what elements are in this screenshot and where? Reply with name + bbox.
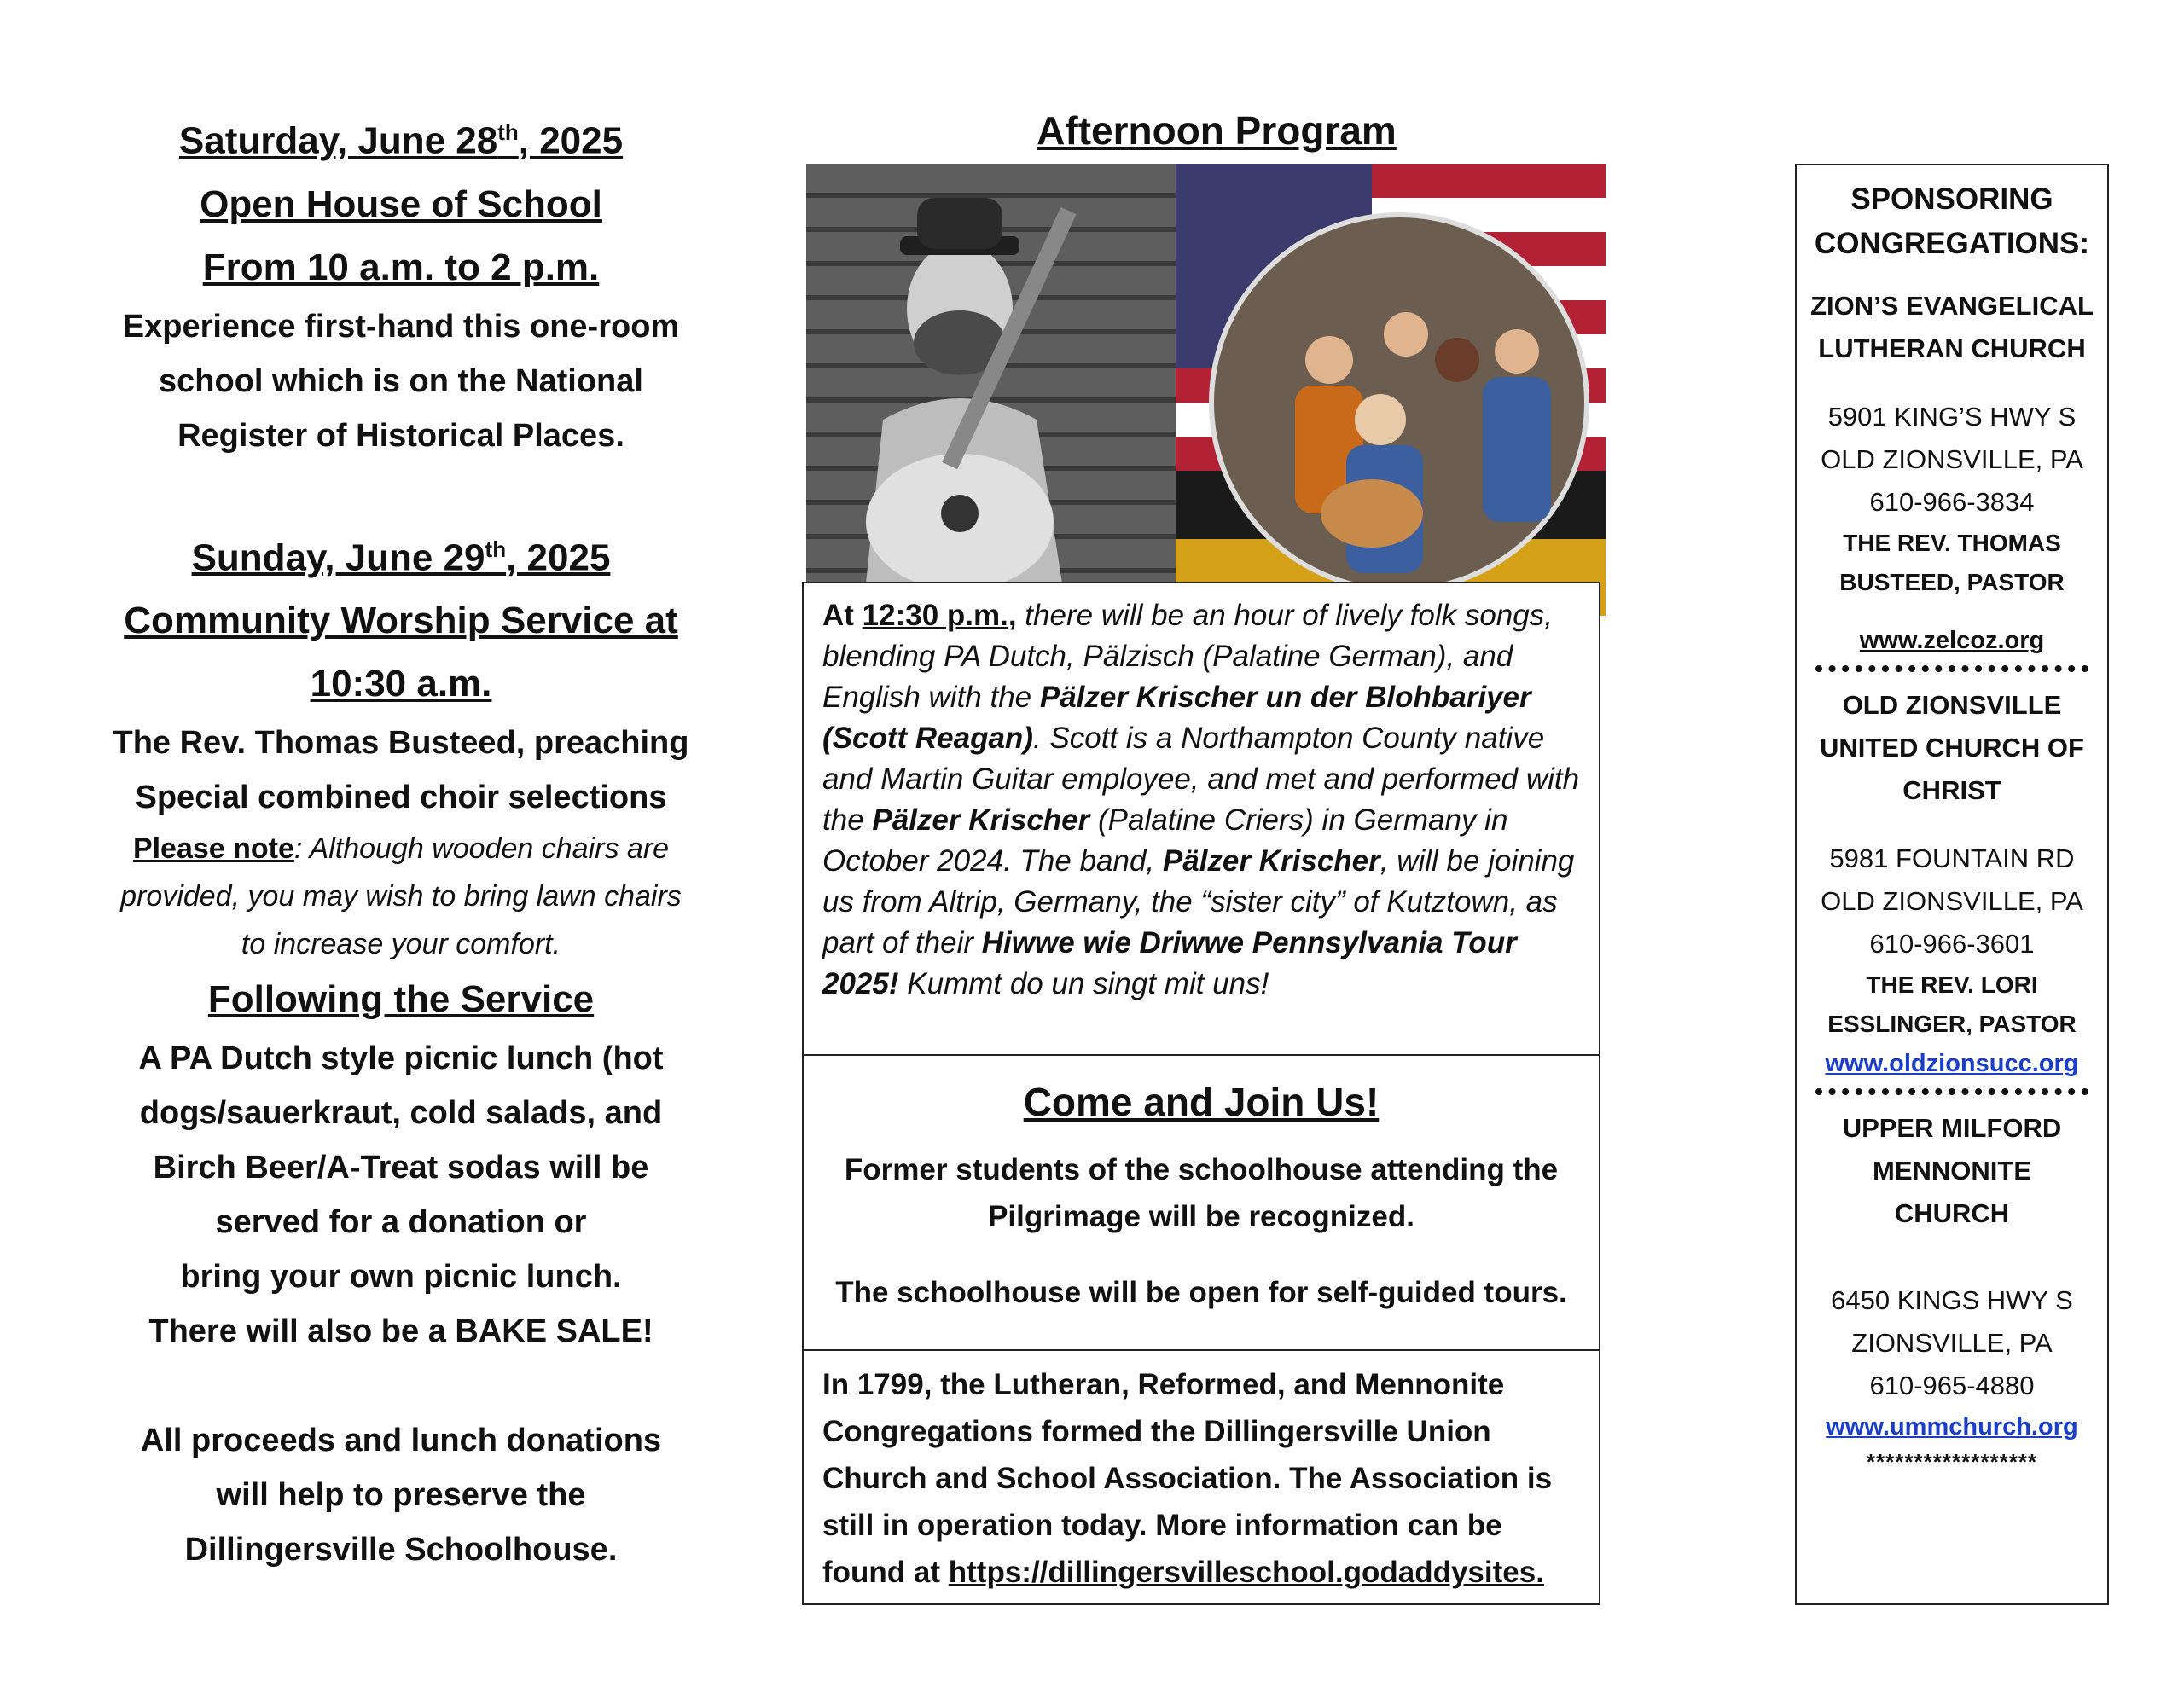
church-zion [1805,285,2099,660]
church-website-link[interactable]: www.ummchurch.org [1826,1413,2078,1441]
church-pastor: BUSTEED, PASTOR [1839,569,2065,595]
church-address: 6450 KINGS HWY S [1831,1285,2073,1315]
worship-line: The Rev. Thomas Busteed, preaching [113,725,689,762]
stars-divider: ****************** [1866,1449,2038,1475]
history-text: In 1799, the Lutheran, Reformed, and Mennonite Congregations formed the Dillingersville Union Church and School Association. The Association is still in operation today. More information can be found at [822,1368,1553,1589]
sponsors-heading: CONGREGATIONS: [1814,227,2090,260]
program-description: At 12:30 p.m., there will be an hour of lively folk songs, blending PA Dutch, Pälzisch (Palatine German), and English with the Pälzer Krischer un der Blohbariyer (Scott Reagan). Scott is a Northampton County native and Martin Guitar employee, and met and performed with the Pälzer Krischer (Palatine Criers) in Germany in October 2024. The band, Pälzer Krischer, will be joining us from Altrip, Germany, the “sister city” of Kutztown, as part of their Hiwwe wie Driwwe Pennsylvania Tour 2025! Kummt do un singt mit uns! [802,582,1600,1056]
church-name: CHURCH [1894,1198,2010,1228]
open-house-line: Experience first-hand this one-room [122,308,680,345]
following-line: bring your own picnic lunch. [180,1259,622,1296]
proceeds-line: will help to preserve the [216,1477,586,1514]
worship-title: Community Worship Service at [124,600,678,642]
join-us-title: Come and Join Us! [1023,1080,1380,1124]
church-phone: 610-966-3834 [1869,487,2035,517]
church-pastor: THE REV. LORI [1866,971,2038,998]
following-line: dogs/sauerkraut, cold salads, and [139,1095,663,1132]
open-house-line: school which is on the National [159,362,643,399]
church-address: OLD ZIONSVILLE, PA [1821,444,2083,474]
church-phone: 610-966-3601 [1869,929,2035,959]
church-name: UNITED CHURCH OF [1820,733,2084,762]
proceeds-line: All proceeds and lunch donations [140,1423,662,1459]
church-name: LUTHERAN CHURCH [1818,333,2086,363]
church-name: MENNONITE [1873,1156,2031,1186]
saturday-date: Saturday, June 28th, 2025 [178,119,624,162]
sponsors-heading: SPONSORING [1850,183,2053,216]
church-upper-milford [1805,1100,2099,1446]
church-name: CHRIST [1902,775,2001,805]
join-line: Former students of the schoolhouse attending the [844,1153,1559,1186]
worship-time: 10:30 a.m. [310,663,492,705]
afternoon-program-title: Afternoon Program [1037,108,1397,153]
open-house-time: From 10 a.m. to 2 p.m. [202,246,600,288]
church-name: UPPER MILFORD [1842,1113,2062,1143]
join-line: Pilgrimage will be recognized. [988,1200,1414,1233]
following-title: Following the Service [207,978,595,1021]
following-line: served for a donation or [215,1204,587,1241]
sponsoring-congregations [1795,164,2109,1605]
church-address: OLD ZIONSVILLE, PA [1821,886,2083,916]
church-website-link[interactable]: www.oldzionsucc.org [1825,1050,2079,1077]
dotted-divider [1815,665,2088,672]
church-pastor: THE REV. THOMAS [1843,530,2061,556]
association-link[interactable]: https://dillingersvilleschool.godaddysites. [948,1556,1544,1589]
join-us-box [802,1054,1600,1351]
open-house-title: Open House of School [200,183,602,225]
church-name: OLD ZIONSVILLE [1842,690,2062,720]
church-address: ZIONSVILLE, PA [1851,1328,2053,1358]
sunday-date: Sunday, June 29th, 2025 [191,536,611,579]
proceeds-line: Dillingersville Schoolhouse. [184,1532,618,1568]
church-address: 5981 FOUNTAIN RD [1829,844,2075,873]
following-line: There will also be a BAKE SALE! [148,1313,653,1350]
open-house-line: Register of Historical Places. [177,417,624,454]
guitarist-photo [806,164,1176,583]
church-address: 5901 KING’S HWY S [1827,402,2077,432]
band-photo [1176,164,1606,616]
dotted-divider [1815,1088,2088,1095]
join-line: The schoolhouse will be open for self-guided tours. [835,1276,1567,1309]
following-line: Birch Beer/A-Treat sodas will be [153,1150,649,1186]
church-website-link[interactable]: www.zelcoz.org [1859,627,2045,654]
church-pastor: ESSLINGER, PASTOR [1827,1011,2077,1037]
church-name: ZION’S EVANGELICAL [1810,291,2094,321]
chairs-note: Please note: Although wooden chairs are provided, you may wish to bring lawn chairs to increase your comfort. [120,832,682,961]
left-column [85,101,717,1577]
church-old-zionsville-ucc [1805,677,2099,1083]
history-box [802,1349,1600,1605]
church-phone: 610-965-4880 [1869,1371,2035,1400]
worship-line: Special combined choir selections [135,780,667,816]
program-time: 12:30 p.m., [862,599,1017,632]
following-line: A PA Dutch style picnic lunch (hot [138,1041,664,1077]
